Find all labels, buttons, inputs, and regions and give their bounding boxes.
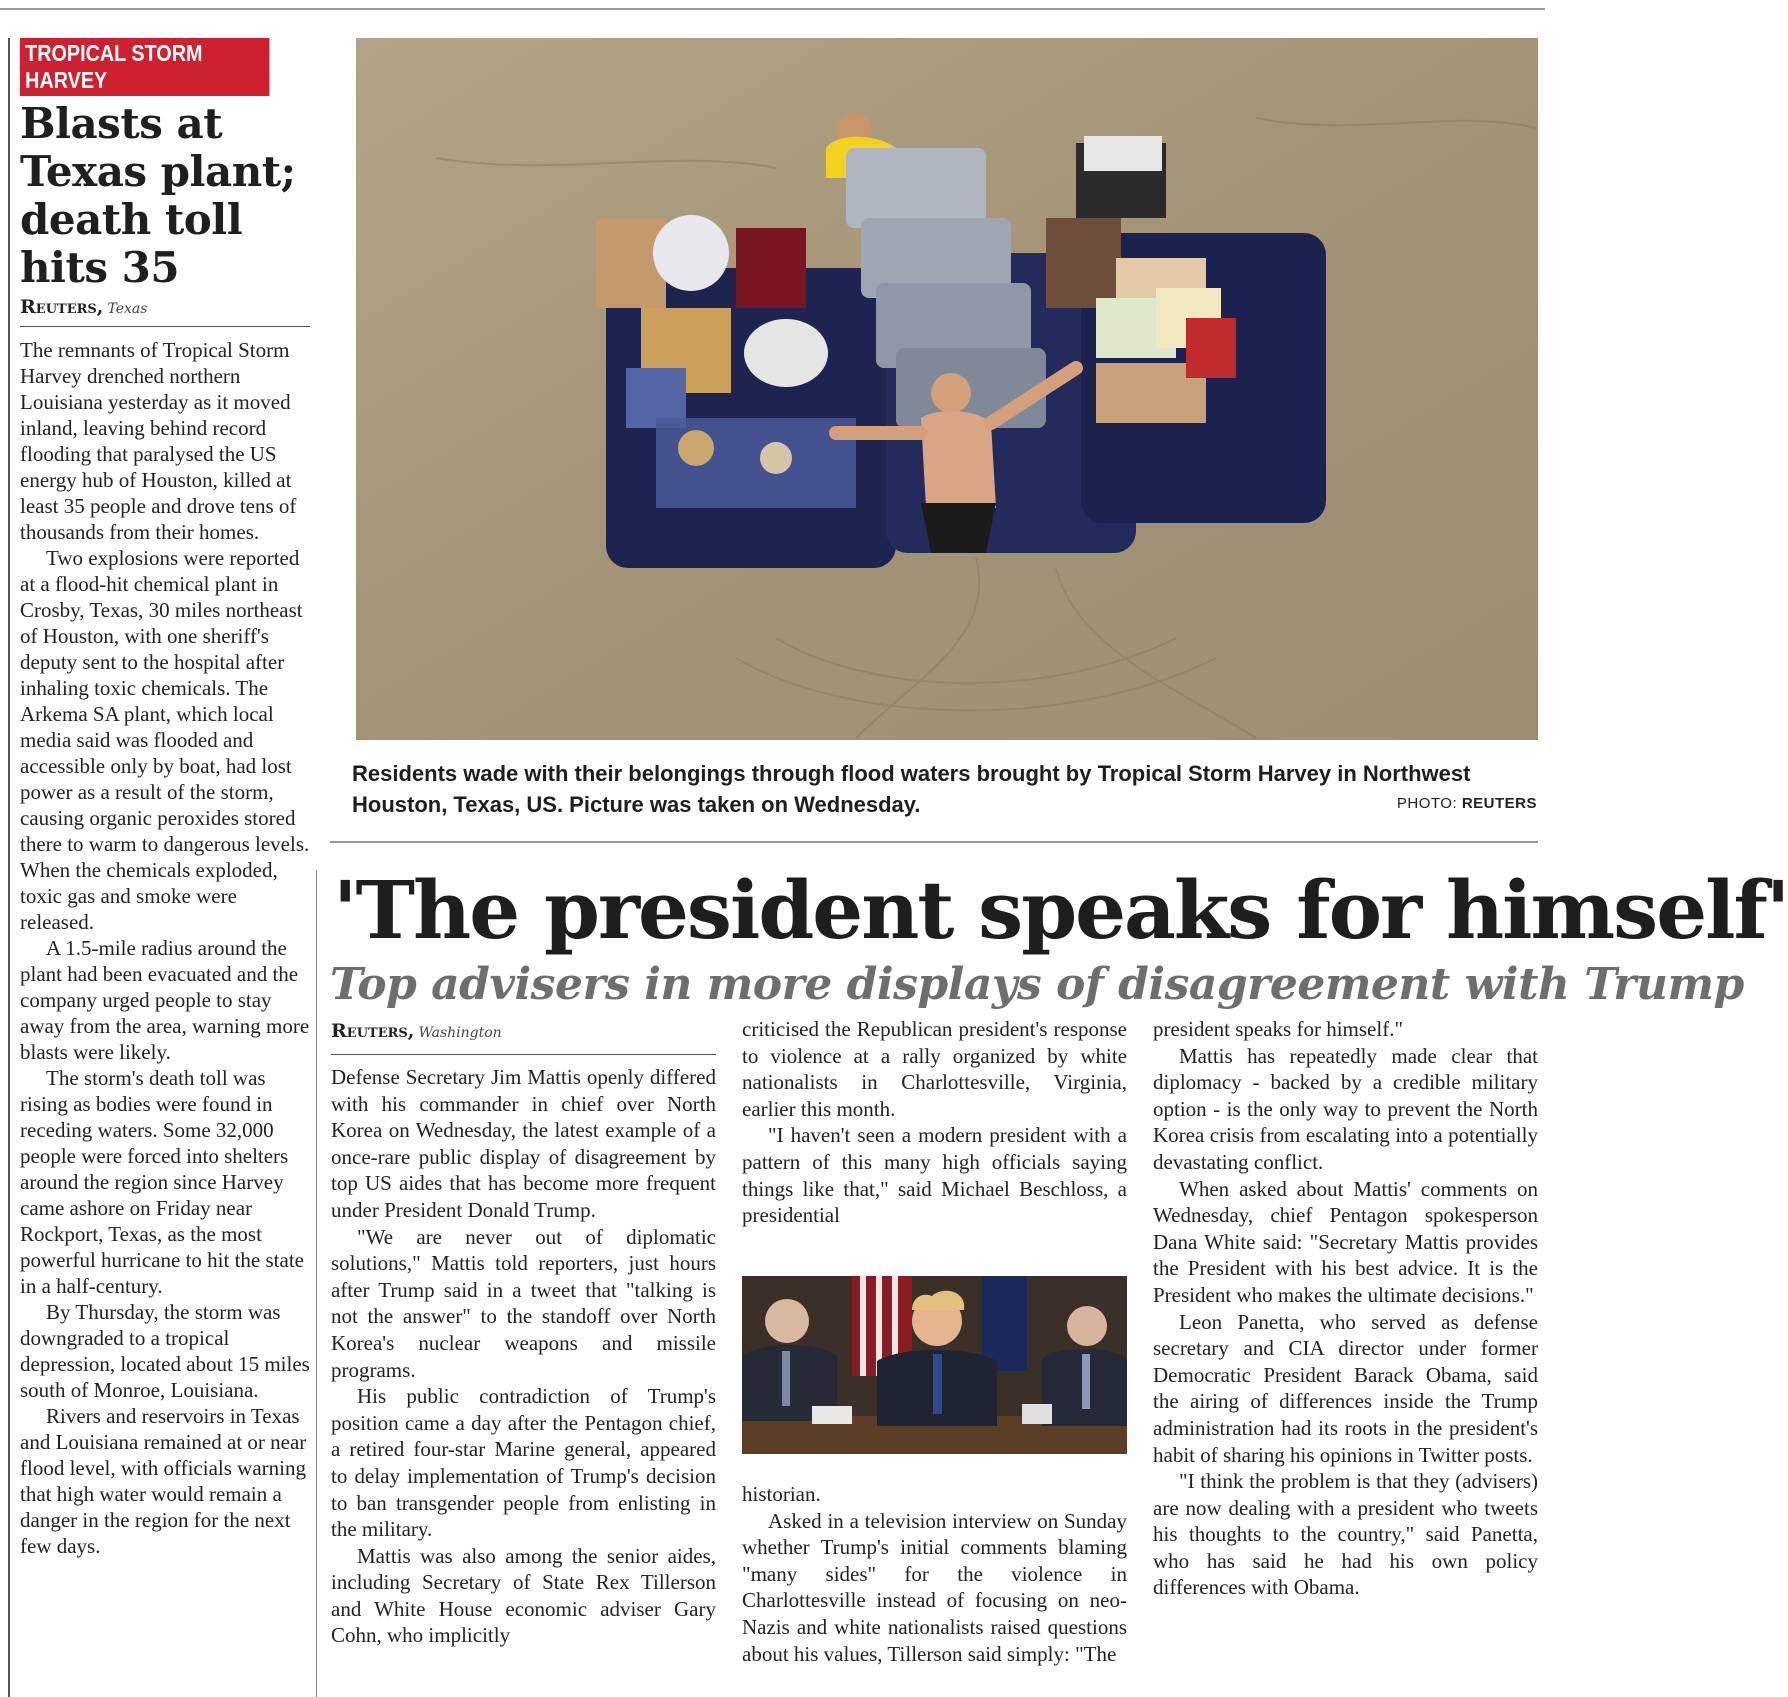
byline-place: Texas: [107, 301, 148, 317]
main-column-2-top: [742, 1016, 1127, 1229]
paragraph: Defense Secretary Jim Mattis openly differed with his commander in chief over North Korea on Wednesday, the latest example of a once-rare public display of disagreement by top US aides that has become more frequent under President Donald Trump.: [331, 1065, 716, 1222]
credit-source: REUTERS: [1461, 795, 1537, 812]
main-column-1: [331, 1064, 716, 1649]
credit-label: PHOTO:: [1396, 795, 1458, 812]
flood-photo-image: [356, 38, 1538, 740]
column-divider: [316, 870, 317, 1697]
flood-photo: [356, 38, 1538, 740]
main-deck: Top advisers in more displays of disagreement with Trump: [330, 959, 1744, 1010]
main-column-3: [1153, 1016, 1538, 1601]
byline-place: Washington: [418, 1025, 502, 1041]
byline-agency: Reuters,: [331, 1020, 415, 1042]
paragraph: Mattis has repeatedly made clear that diplomacy - backed by a credible military option - is the only way to prevent the North Korea crisis from escalating into a potentially devastating conflict.: [1153, 1043, 1538, 1174]
top-rule: [0, 8, 1545, 10]
paragraph: The remnants of Tropical Storm Harvey drenched northern Louisiana yesterday as it moved inland, leaving behind record flooding that paralysed the US energy hub of Houston, killed at least 35 people and drove tens of thousands from their homes.: [20, 338, 297, 544]
paragraph: Mattis was also among the senior aides, including Secretary of State Rex Tillerson and White House economic adviser Gary Cohn, who implicitly: [331, 1543, 716, 1648]
paragraph: "We are never out of diplomatic solutions," Mattis told reporters, just hours after Trump said in a tweet that "talking is not the answer" to the standoff over North Korea's nuclear weapons and missile programs.: [331, 1224, 716, 1382]
cabinet-photo: [742, 1276, 1127, 1454]
paragraph: president speaks for himself.": [1153, 1017, 1404, 1041]
photo-caption: Residents wade with their belongings through flood waters brought by Tropical Storm Harvey in Northwest Houston, Texas, US. Picture was taken on Wednesday.: [352, 761, 1471, 817]
photo-rule: [330, 841, 1538, 843]
cabinet-photo-image: [742, 1276, 1127, 1454]
photo-credit: [1397, 795, 1537, 812]
paragraph: Two explosions were reported at a flood-hit chemical plant in Crosby, Texas, 30 miles northeast of Houston, with one sheriff's deputy sent to the hospital after inhaling toxic chemicals. The Arkema SA plant, which local media said was flooded and accessible only by boat, had lost power as a result of the storm, causing organic peroxides stored there to warm to dangerous levels. When the chemicals exploded, toxic gas and smoke were released.: [20, 546, 310, 934]
byline-agency: Reuters,: [20, 296, 104, 318]
paragraph: The storm's death toll was rising as bodies were found in receding waters. Some 32,000 people were forced into shelters around the region since Harvey came ashore on Friday near Rockport, Texas, as the most powerful hurricane to hit the state in a half-century.: [20, 1066, 304, 1298]
sidebar-byline: [20, 296, 310, 327]
main-column-2-bottom: [742, 1481, 1127, 1667]
paragraph: Rivers and reservoirs in Texas and Louisiana remained at or near flood level, with officials warning that high water would remain a danger in the region for the next few days.: [20, 1404, 307, 1558]
sidebar-story: [20, 38, 310, 1559]
paragraph: When asked about Mattis' comments on Wednesday, chief Pentagon spokesperson Dana White said: "Secretary Mattis provides the President with his best advice. It is the President who makes the ultimate decisions.": [1153, 1176, 1538, 1307]
sidebar-body: [20, 337, 310, 1559]
paragraph: historian.: [742, 1482, 821, 1506]
sidebar-headline: Blasts at Texas plant; death toll hits 35: [20, 99, 296, 292]
paragraph: "I haven't seen a modern president with a pattern of this many high officials saying things like that," said Michael Beschloss, a presidential: [742, 1123, 1127, 1228]
paragraph: A 1.5-mile radius around the plant had been evacuated and the company urged people to stay away from the area, warning more blasts were likely.: [20, 936, 310, 1064]
page-left-rule: [8, 38, 10, 1697]
paragraph: By Thursday, the storm was downgraded to a tropical depression, located about 15 miles south of Monroe, Louisiana.: [20, 1300, 310, 1402]
paragraph: Asked in a television interview on Sunday whether Trump's initial comments blaming "many sides" for the violence in Charlottesville instead of focusing on neo-Nazis and white nationalists raised questions about his values, Tillerson said simply: "The: [742, 1508, 1127, 1666]
story-kicker: TROPICAL STORM HARVEY: [20, 38, 269, 96]
paragraph: His public contradiction of Trump's position came a day after the Pentagon chief, a retired four-star Marine general, appeared to delay implementation of Trump's decision to ban transgender people from enlisting in the military.: [331, 1384, 716, 1542]
paragraph: "I think the problem is that they (advisers) are now dealing with a president who tweets his thoughts to the country," said Panetta, who has said he had his own policy differences with Obama.: [1153, 1469, 1538, 1600]
main-byline: [331, 1020, 716, 1055]
main-headline: 'The president speaks for himself': [333, 863, 1788, 957]
paragraph: Leon Panetta, who served as defense secretary and CIA director under former Democratic President Barack Obama, said the airing of differences inside the Trump administration had its roots in the president's habit of sharing his opinions in Twitter posts.: [1153, 1309, 1538, 1467]
paragraph: criticised the Republican president's response to violence at a rally organized by white nationalists in Charlottesville, Virginia, earlier this month.: [742, 1017, 1127, 1121]
